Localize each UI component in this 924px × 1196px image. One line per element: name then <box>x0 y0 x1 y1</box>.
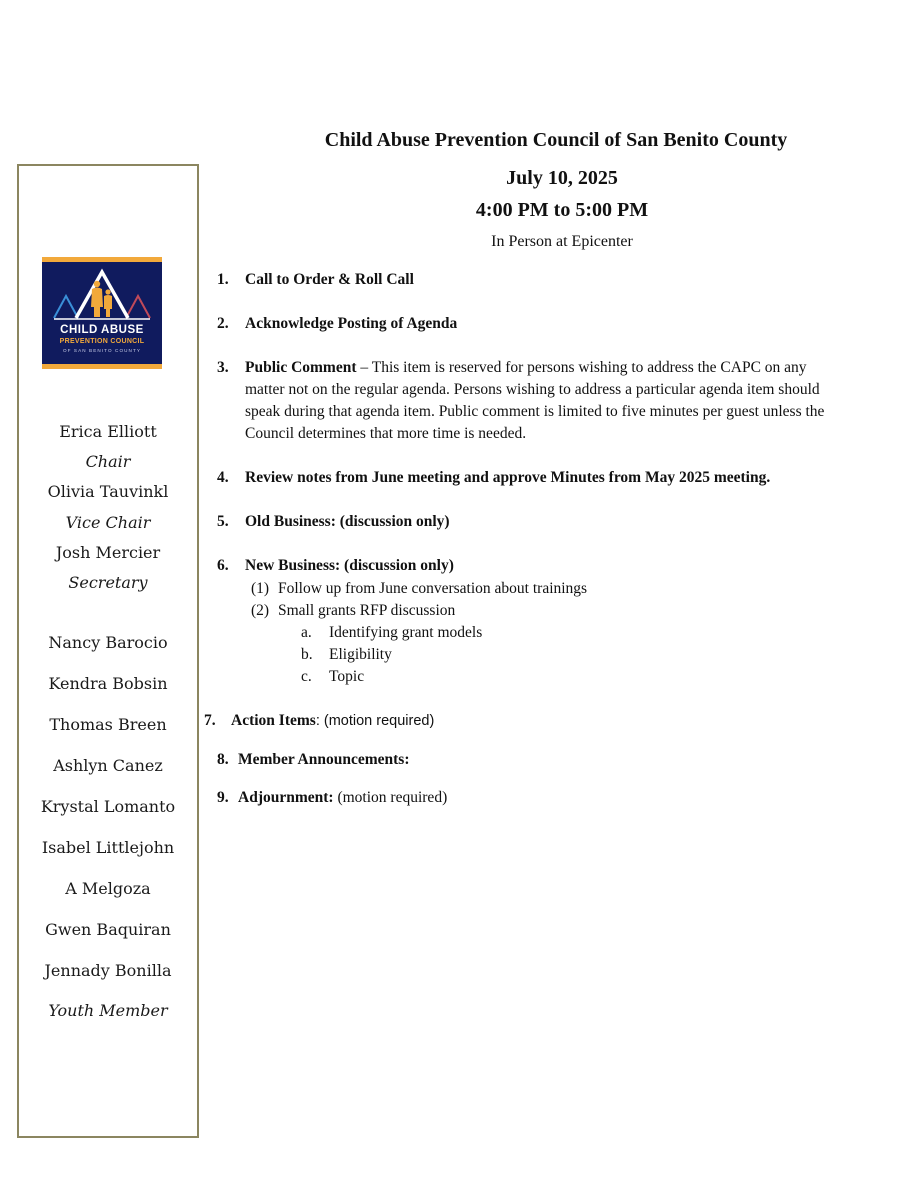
sub-sub-item-letter: b. <box>301 646 313 663</box>
member-name: Kendra Bobsin <box>48 674 168 693</box>
item-note: : (motion required) <box>315 713 435 729</box>
officer-name: Olivia Tauvinkl <box>47 482 169 501</box>
sub-item <box>251 600 456 622</box>
item-number: 1. <box>217 271 229 288</box>
item-description-line: matter not on the regular agenda. Persons wishing to address a particular agenda item should <box>245 381 820 398</box>
member-name: Jennady Bonilla <box>44 961 172 980</box>
capc-logo <box>42 257 162 369</box>
item-title: Review notes from June meeting and approve Minutes from May 2025 meeting. <box>245 469 771 486</box>
sub-item-text: Follow up from June conversation about trainings <box>278 580 588 597</box>
officer-role: Vice Chair <box>65 513 151 532</box>
item-number: 4. <box>217 469 229 486</box>
meeting-location: In Person at Epicenter <box>491 233 633 250</box>
item-title: Call to Order & Roll Call <box>245 271 414 288</box>
council-member-sidebar <box>17 164 199 1138</box>
item-title: Action Items <box>231 712 316 729</box>
item-number: 7. <box>204 712 216 729</box>
officer-name: Josh Mercier <box>55 543 161 562</box>
member-name: Gwen Baquiran <box>45 920 171 939</box>
item-number: 6. <box>217 557 229 574</box>
member-name: Isabel Littlejohn <box>41 838 175 857</box>
item-title: Adjournment: <box>238 789 334 806</box>
item-title: New Business: (discussion only) <box>245 557 454 574</box>
item-description-line: speak during that agenda item. Public comment is limited to five minutes per guest unless the <box>245 403 825 420</box>
officer-role: Secretary <box>68 573 148 592</box>
sub-item-text: Small grants RFP discussion <box>278 602 456 619</box>
item-title: Public Comment <box>245 359 357 376</box>
item-title: Old Business: (discussion only) <box>245 513 450 530</box>
sub-item-number: (2) <box>251 602 270 619</box>
item-number: 9. <box>217 789 229 806</box>
member-name: Thomas Breen <box>49 715 167 734</box>
member-name: A Melgoza <box>65 879 151 898</box>
member-name: Ashlyn Canez <box>53 756 163 775</box>
item-number: 8. <box>217 751 229 768</box>
logo-county: OF SAN BENITO COUNTY <box>62 348 142 353</box>
item-title: Acknowledge Posting of Agenda <box>245 315 458 332</box>
item-separator: – <box>356 359 372 376</box>
sub-item-number: (1) <box>251 580 270 597</box>
item-number: 2. <box>217 315 229 332</box>
logo-title: CHILD ABUSE <box>60 324 144 336</box>
meeting-time: 4:00 PM to 5:00 PM <box>475 199 649 221</box>
logo-subtitle: PREVENTION COUNCIL <box>59 338 145 345</box>
youth-member-role: Youth Member <box>48 1001 168 1020</box>
item-description-line: This item is reserved for persons wishing to address the CAPC on any <box>371 359 807 376</box>
item-title: Member Announcements: <box>238 751 410 768</box>
sub-sub-item <box>301 644 392 666</box>
item-number: 5. <box>217 513 229 530</box>
sub-sub-item-text: Identifying grant models <box>329 624 483 641</box>
meeting-date: July 10, 2025 <box>506 167 618 189</box>
sub-sub-item <box>301 622 483 644</box>
officer-role: Chair <box>85 452 131 471</box>
sub-sub-item-letter: c. <box>301 668 312 685</box>
document-title: Child Abuse Prevention Council of San Benito County <box>324 129 788 151</box>
sub-sub-item-text: Topic <box>329 668 365 685</box>
sub-sub-item-letter: a. <box>301 624 312 641</box>
item-number: 3. <box>217 359 229 376</box>
item-note: (motion required) <box>333 789 448 806</box>
officer-name: Erica Elliott <box>59 422 157 441</box>
sub-item <box>251 578 588 600</box>
member-name: Nancy Barocio <box>48 633 168 652</box>
item-description-line: Council determines that more time is needed. <box>245 425 527 442</box>
sub-sub-item-text: Eligibility <box>329 646 392 663</box>
member-name: Krystal Lomanto <box>40 797 176 816</box>
sub-sub-item <box>301 666 365 688</box>
